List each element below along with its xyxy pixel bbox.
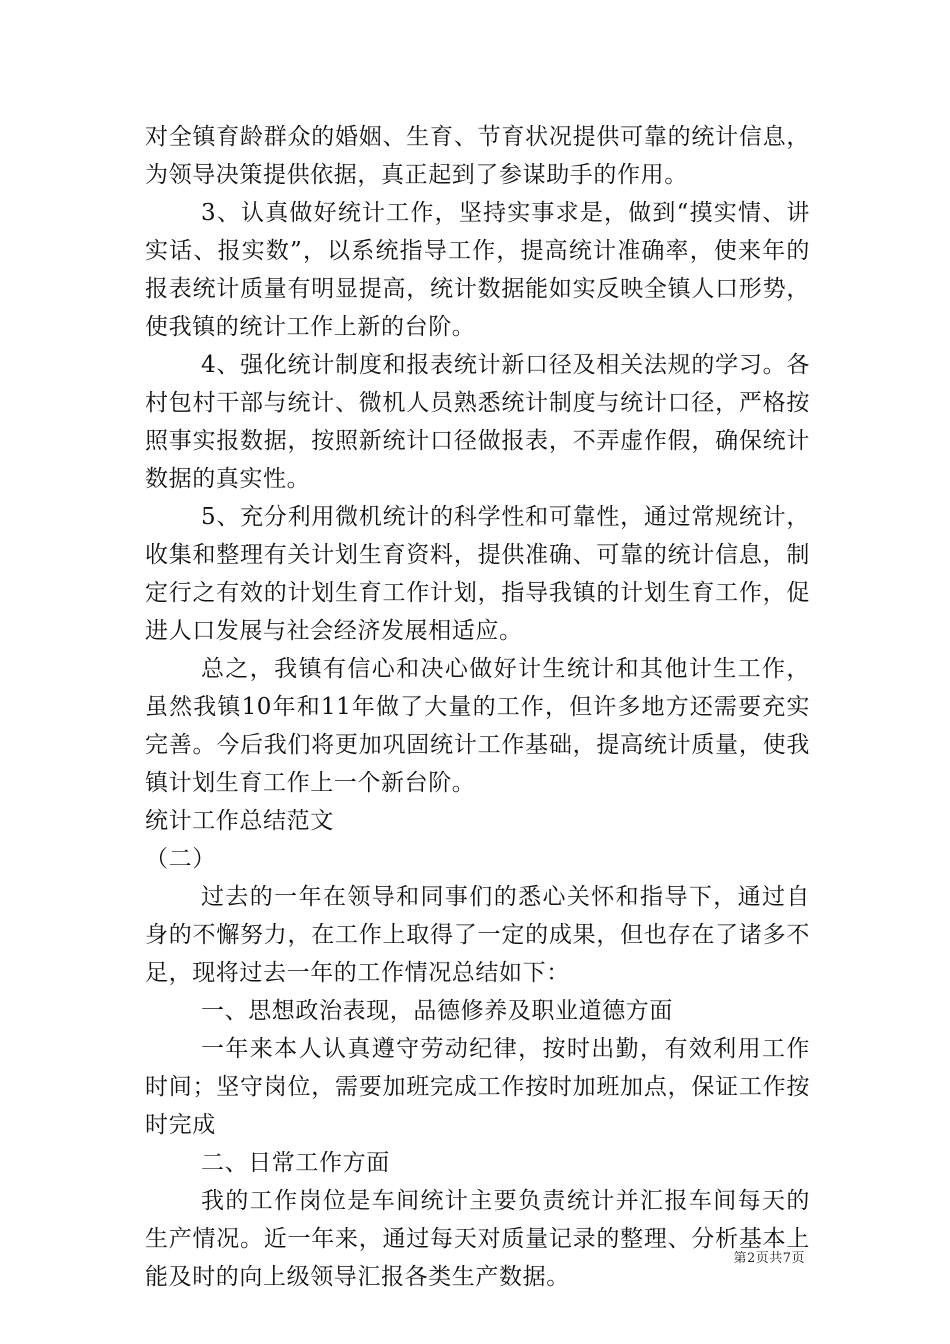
page-number: 第2页共7页: [733, 1251, 805, 1266]
heading-political-performance: 一、思想政治表现，品德修养及职业道德方面: [201, 998, 673, 1024]
paragraph-intro: 过去的一年在领导和同事们的悉心关怀和指导下，通过自身的不懈努力，在工作上取得了一定的成果，但也存在了诸多不足，现将过去一年的工作情况总结如下：: [145, 884, 810, 986]
paragraph-discipline: 一年来本人认真遵守劳动纪律，按时出勤，有效利用工作时间；坚守岗位，需要加班完成工作按时加班加点，保证工作按时完成: [145, 1036, 810, 1138]
paragraph-daily-work: 我的工作岗位是车间统计主要负责统计并汇报车间每天的生产情况。近一年来，通过每天对质量记录的整理、分析基本上能及时的向上级领导汇报各类生产数据。: [145, 1188, 810, 1290]
heading-daily-work: 二、日常工作方面: [201, 1150, 390, 1176]
paragraph-conclusion: 总之，我镇有信心和决心做好计生统计和其他计生工作，虽然我镇10年和11年做了大量的工作，但许多地方还需要充实完善。今后我们将更加巩固统计工作基础，提高统计质量，使我镇计划生育工作上一个新台阶。: [145, 656, 810, 796]
paragraph-item-4: 4、强化统计制度和报表统计新口径及相关法规的学习。各村包村干部与统计、微机人员熟悉统计制度与统计口径，严格按照事实报数据，按照新统计口径做报表，不弄虚作假，确保统计数据的真实性。: [145, 352, 810, 492]
section-title: 统计工作总结范文: [145, 808, 334, 834]
paragraph-continuation: 对全镇育龄群众的婚姻、生育、节育状况提供可靠的统计信息，为领导决策提供依据，真正起到了参谋助手的作用。: [145, 124, 810, 188]
section-number: （二）: [145, 846, 216, 872]
document-body: [145, 118, 810, 1296]
paragraph-item-5: 5、充分利用微机统计的科学性和可靠性，通过常规统计，收集和整理有关计划生育资料，提供准确、可靠的统计信息，制定行之有效的计划生育工作计划，指导我镇的计划生育工作，促进人口发展与社会经济发展相适应。: [145, 504, 810, 644]
paragraph-item-3: 3、认真做好统计工作，坚持实事求是，做到“摸实情、讲实话、报实数”，以系统指导工作，提高统计准确率，使来年的报表统计质量有明显提高，统计数据能如实反映全镇人口形势，使我镇的统计工作上新的台阶。: [145, 200, 810, 340]
